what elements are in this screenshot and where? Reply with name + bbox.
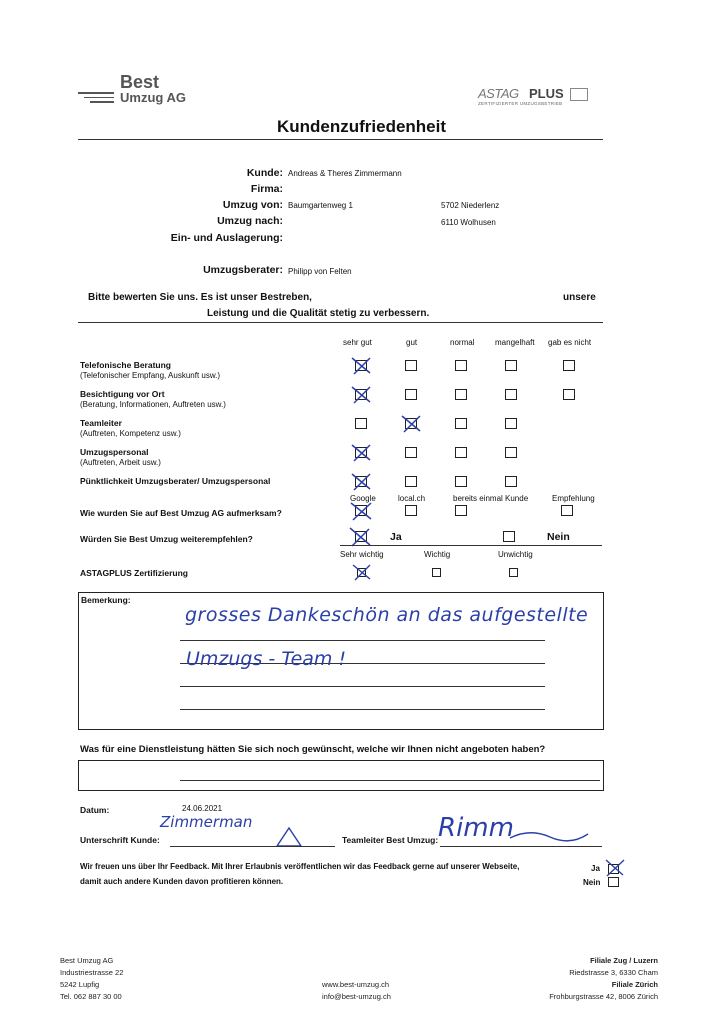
footer-city: 5242 Lupfig xyxy=(60,980,100,989)
remarks-line-3 xyxy=(180,686,545,687)
astag-checkbox-wichtig[interactable] xyxy=(432,568,441,577)
missing-line xyxy=(180,780,600,781)
footer-branch-zurich-title: Filiale Zürich xyxy=(611,980,658,989)
consent-no-label: Nein xyxy=(583,878,601,887)
page-title: Kundenzufriedenheit xyxy=(276,117,447,136)
umzugsberater-value: Philipp von Felten xyxy=(288,267,352,276)
lead-signature-flourish xyxy=(510,828,590,844)
remarks-handwriting-2: Umzugs - Team ! xyxy=(186,648,347,670)
rating-row-title: Telefonische Beratung xyxy=(80,360,171,370)
rating-checkbox[interactable] xyxy=(563,360,575,371)
footer-branch-zug-title: Filiale Zug / Luzern xyxy=(590,956,658,965)
best-umzug-logo xyxy=(78,74,198,110)
missing-question: Was für eine Dienstleistung hätten Sie sich noch gewünscht, welche wir Ihnen nicht angeboten haben? xyxy=(80,744,546,755)
astag-check-mark xyxy=(351,562,373,582)
recommend-yes-label: Ja xyxy=(390,531,402,543)
col-header-gab-es-nicht: gab es nicht xyxy=(548,338,592,347)
rating-row-subtitle: (Beratung, Informationen, Auftreten usw.) xyxy=(80,400,226,409)
consent-yes-label: Ja xyxy=(591,864,600,873)
customer-signature: Zimmerman xyxy=(160,813,253,831)
recommend-question: Würden Sie Best Umzug weiterempfehlen? xyxy=(80,534,253,544)
rating-checkbox[interactable] xyxy=(505,389,517,400)
astag-option-unwichtig: Unwichtig xyxy=(498,550,533,559)
remarks-label: Bemerkung: xyxy=(81,595,131,605)
consent-yes-check-mark xyxy=(604,858,626,878)
astag-option-sehr-wichtig: Sehr wichtig xyxy=(340,550,384,559)
lead-signature-label: Teamleiter Best Umzug: xyxy=(342,835,439,845)
footer-street: Industriestrasse 22 xyxy=(60,968,124,977)
umzugsberater-label: Umzugsberater: xyxy=(203,264,283,276)
source-check-mark xyxy=(349,500,373,522)
col-header-gut: gut xyxy=(406,338,418,347)
remarks-line-4 xyxy=(180,709,545,710)
astagplus-logo xyxy=(478,86,596,112)
source-checkbox-empfehlung[interactable] xyxy=(561,505,573,516)
logo-line1: Best xyxy=(120,72,160,92)
astag-option-wichtig: Wichtig xyxy=(424,550,451,559)
rating-checkbox[interactable] xyxy=(455,476,467,487)
rating-check-mark xyxy=(399,413,423,435)
umzug-von-street: Baumgartenweg 1 xyxy=(288,201,353,210)
rating-row-title: Teamleiter xyxy=(80,418,122,428)
logo-line2: Umzug AG xyxy=(120,90,186,105)
remarks-handwriting-1: grosses Dankeschön an das aufgestellte xyxy=(185,604,589,626)
recommend-no-label: Nein xyxy=(547,531,570,543)
footer-company: Best Umzug AG xyxy=(60,956,114,965)
rating-checkbox[interactable] xyxy=(505,418,517,429)
recommend-no-checkbox[interactable] xyxy=(503,531,515,542)
rating-checkbox[interactable] xyxy=(355,418,367,429)
astag-logo-subtitle: ZERTIFIZIERTER UMZUGSBETRIEB xyxy=(478,101,563,106)
footer-email[interactable]: info@best-umzug.ch xyxy=(322,992,391,1001)
title-underline xyxy=(78,139,603,140)
rating-checkbox[interactable] xyxy=(563,389,575,400)
kunde-value: Andreas & Theres Zimmermann xyxy=(288,169,402,178)
customer-signature-label: Unterschrift Kunde: xyxy=(80,835,160,845)
rating-checkbox[interactable] xyxy=(455,418,467,429)
footer-website[interactable]: www.best-umzug.ch xyxy=(322,980,390,989)
customer-signature-flourish xyxy=(275,826,305,848)
source-option-kunde: bereits einmal Kunde xyxy=(453,494,529,503)
source-option-google: Google xyxy=(350,494,376,503)
rating-checkbox[interactable] xyxy=(505,447,517,458)
consent-text-1: Wir freuen uns über Ihr Feedback. Mit Ihrer Erlaubnis veröffentlichen wir das Feedback gerne auf unserer Webseite, xyxy=(80,862,520,871)
rating-checkbox[interactable] xyxy=(505,360,517,371)
footer-branch-zug-address: Riedstrasse 3, 6330 Cham xyxy=(569,968,658,977)
astag-label: ASTAGPLUS Zertifizierung xyxy=(80,568,188,578)
rating-check-mark xyxy=(349,442,373,464)
source-checkbox-local[interactable] xyxy=(405,505,417,516)
rating-checkbox[interactable] xyxy=(405,476,417,487)
missing-box[interactable] xyxy=(78,760,604,791)
rating-checkbox[interactable] xyxy=(455,360,467,371)
umzug-von-label: Umzug von: xyxy=(222,199,283,211)
intro-underline xyxy=(78,322,603,323)
rating-check-mark xyxy=(349,384,373,406)
lead-signature-line xyxy=(440,846,602,847)
intro-line1: Bitte bewerten Sie uns. Es ist unser Bestreben, xyxy=(88,292,312,303)
col-header-normal: normal xyxy=(450,338,475,347)
umzug-von-city: 5702 Niederlenz xyxy=(441,201,500,210)
col-header-sehr-gut: sehr gut xyxy=(343,338,372,347)
rating-row-title: Besichtigung vor Ort xyxy=(80,389,165,399)
consent-text-2: damit auch andere Kunden davon profitieren können. xyxy=(80,877,284,886)
intro-line2: Leistung und die Qualität stetig zu verbessern. xyxy=(207,308,430,319)
astag-truck-icon xyxy=(570,88,588,101)
col-header-mangelhaft: mangelhaft xyxy=(495,338,535,347)
recommend-underline xyxy=(340,545,602,546)
umzug-nach-label: Umzug nach: xyxy=(217,215,283,227)
intro-line1-right: unsere xyxy=(563,292,596,303)
rating-row-title: Umzugspersonal xyxy=(80,447,149,457)
rating-checkbox[interactable] xyxy=(405,447,417,458)
rating-checkbox[interactable] xyxy=(505,476,517,487)
footer-branch-zurich-address: Frohburgstrasse 42, 8006 Zürich xyxy=(549,992,658,1001)
source-option-local: local.ch xyxy=(398,494,426,503)
astag-checkbox-unwichtig[interactable] xyxy=(509,568,518,577)
customer-signature-line xyxy=(170,846,335,847)
rating-row-subtitle: (Auftreten, Kompetenz usw.) xyxy=(80,429,181,438)
rating-row-subtitle: (Auftreten, Arbeit usw.) xyxy=(80,458,161,467)
footer-left xyxy=(60,955,123,1003)
rating-checkbox[interactable] xyxy=(455,447,467,458)
kunde-label: Kunde: xyxy=(246,167,283,179)
rating-checkbox[interactable] xyxy=(455,389,467,400)
umzug-nach-city: 6110 Wolhusen xyxy=(441,218,496,227)
date-value: 24.06.2021 xyxy=(182,804,223,813)
date-label: Datum: xyxy=(80,805,110,815)
logo-speed-lines xyxy=(78,92,114,103)
source-checkbox-kunde[interactable] xyxy=(455,505,467,516)
firma-label: Firma: xyxy=(250,183,283,195)
rating-row-title: Pünktlichkeit Umzugsberater/ Umzugspersonal xyxy=(80,476,271,486)
footer-phone: Tel. 062 887 30 00 xyxy=(60,992,122,1001)
rating-checkbox[interactable] xyxy=(405,360,417,371)
source-question: Wie wurden Sie auf Best Umzug AG aufmerksam? xyxy=(80,508,282,518)
footer-right xyxy=(549,955,658,1003)
source-option-empfehlung: Empfehlung xyxy=(552,494,595,503)
rating-row-subtitle: (Telefonischer Empfang, Auskunft usw.) xyxy=(80,371,221,380)
remarks-line-1 xyxy=(180,640,545,641)
astag-logo-plus: PLUS xyxy=(529,86,564,101)
astag-logo-prefix: ASTAG xyxy=(478,86,519,101)
consent-no-checkbox[interactable] xyxy=(608,877,619,887)
rating-check-mark xyxy=(349,355,373,377)
lead-signature: Rimm xyxy=(438,813,514,843)
rating-check-mark xyxy=(349,471,373,493)
rating-checkbox[interactable] xyxy=(405,389,417,400)
einlagerung-label: Ein- und Auslagerung: xyxy=(170,232,283,244)
footer-center xyxy=(322,979,391,1003)
